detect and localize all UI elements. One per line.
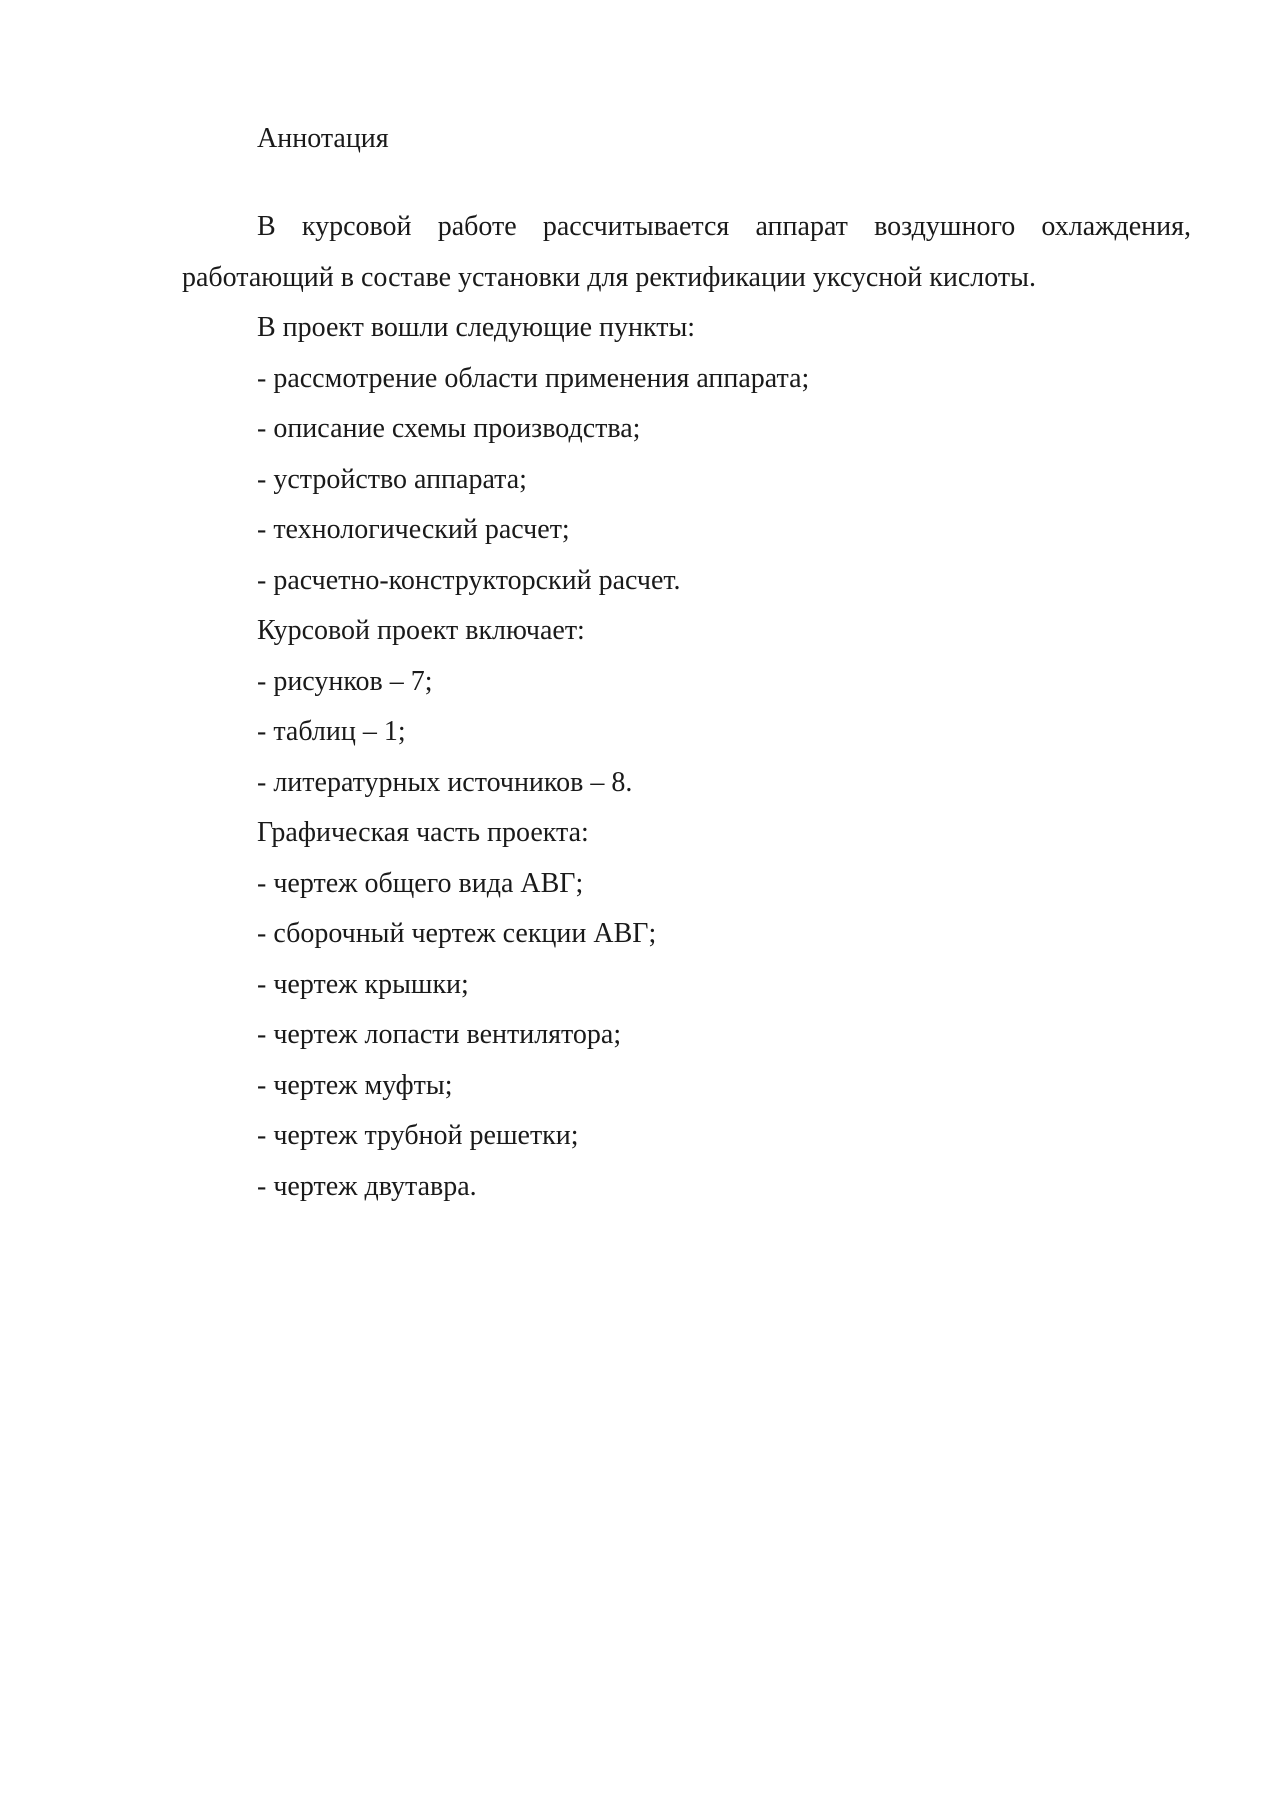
document-title: Аннотация (257, 123, 389, 154)
list-item: - чертеж трубной решетки; (257, 1120, 579, 1151)
list-item: - чертеж крышки; (257, 968, 469, 1000)
list-item: - чертеж муфты; (257, 1069, 453, 1101)
section-graphic-part (182, 808, 1191, 1212)
section-project-contents (182, 606, 1191, 808)
list-item: - рассмотрение области применения аппарата; (257, 362, 810, 394)
list-item: - сборочный чертеж секции АВГ; (257, 918, 657, 949)
list-item: - рисунков – 7; (257, 665, 433, 697)
list-item: - литературных источников – 8. (257, 766, 633, 798)
document-body (182, 118, 1191, 1212)
bullet-list (182, 859, 1191, 1213)
intro-paragraph: В курсовой работе рассчитывается аппарат воздушного охлаждения, работающий в составе установки для ректификации уксусной кислоты. (182, 211, 1191, 293)
list-item: - таблиц – 1; (257, 716, 406, 747)
bullet-list (182, 657, 1191, 809)
section-project-items (182, 303, 1191, 606)
list-item: - чертеж общего вида АВГ; (257, 867, 584, 899)
list-item: - технологический расчет; (257, 514, 570, 545)
list-item: - чертеж лопасти вентилятора; (257, 1019, 622, 1050)
list-item: - описание схемы производства; (257, 413, 641, 444)
list-item: - расчетно-конструкторский расчет. (257, 564, 681, 596)
section-heading: Графическая часть проекта: (257, 817, 589, 848)
list-item: - чертеж двутавра. (257, 1170, 477, 1202)
list-item: - устройство аппарата; (257, 463, 527, 495)
section-heading: Курсовой проект включает: (257, 615, 585, 646)
bullet-list (182, 354, 1191, 607)
section-heading: В проект вошли следующие пункты: (257, 312, 696, 343)
